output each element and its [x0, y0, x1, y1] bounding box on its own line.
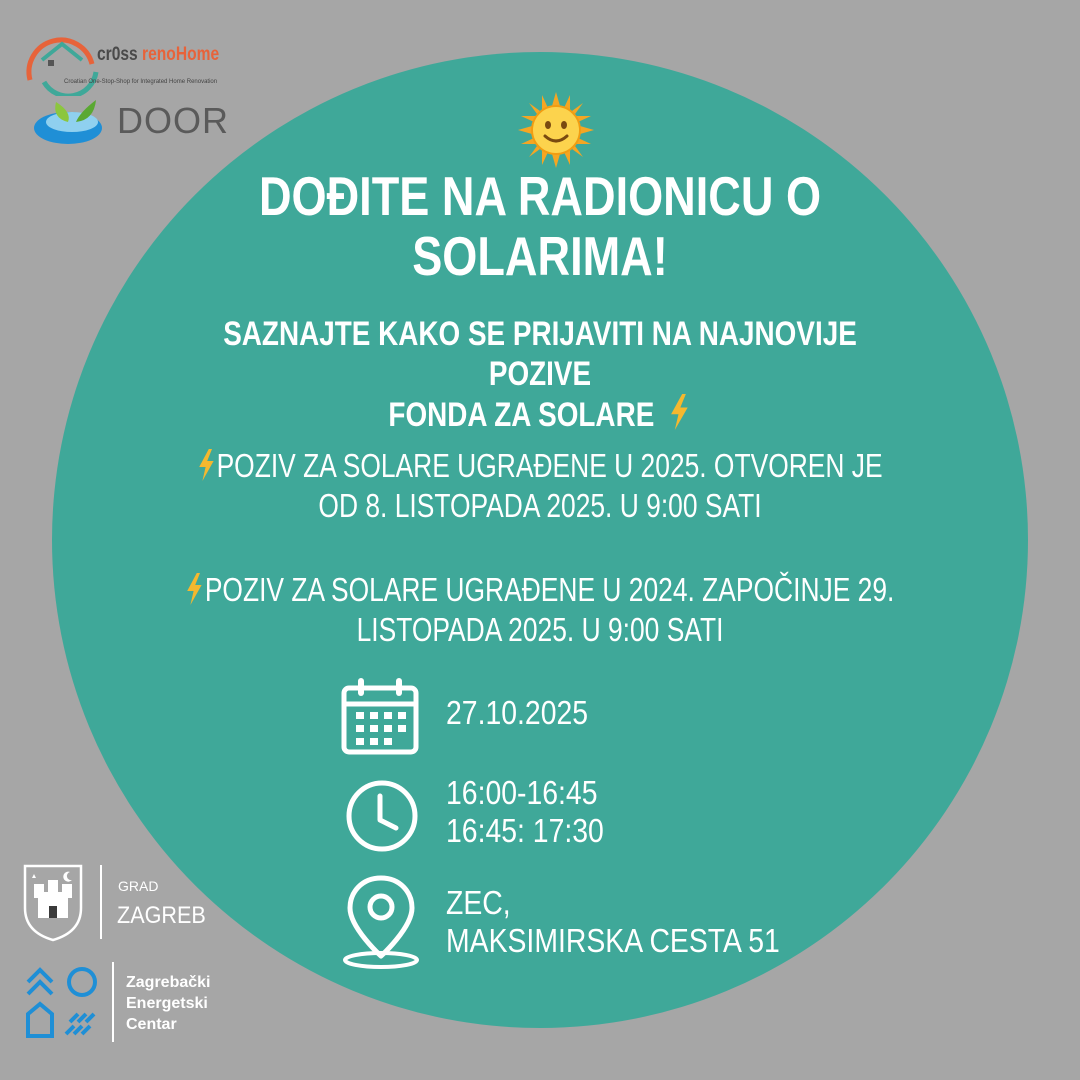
clock-icon	[344, 778, 420, 854]
zec-logo-icon	[22, 964, 102, 1040]
grad-name: ZAGREB	[117, 902, 206, 929]
subtitle-line-2-wrap	[196, 394, 885, 435]
zec-wordmark	[126, 972, 210, 1035]
event-location-2: MAKSIMIRSKA CESTA 51	[446, 922, 780, 959]
grad-zagreb-divider	[100, 865, 102, 939]
call-2025-line-1-wrap	[180, 446, 900, 486]
event-location-1: ZEC,	[446, 884, 511, 921]
lightning-icon	[197, 449, 215, 481]
call-2025-line-1: POZIV ZA SOLARE UGRAĐENE U 2025. OTVOREN JE	[216, 447, 883, 484]
location-pin-icon	[338, 872, 424, 970]
title-line-2: SOLARIMA!	[412, 225, 668, 287]
call-2024-line-2: LISTOPADA 2025. U 9:00 SATI	[356, 611, 724, 648]
event-date: 27.10.2025	[446, 694, 589, 731]
event-times	[446, 774, 604, 850]
cross-reno-tagline: Croatian One-Stop-Shop for Integrated Home Renovation	[64, 79, 218, 85]
title-line-1: DOĐITE NA RADIONICU O	[258, 165, 822, 227]
zec-line-2: Energetski	[126, 995, 208, 1012]
call-2024-line-1-wrap	[180, 570, 900, 610]
subtitle-line-2: FONDA ZA SOLARE	[388, 396, 655, 434]
door-wordmark: DOOR	[117, 100, 229, 141]
grad-label: GRAD	[118, 878, 159, 894]
cross-reno-wordmark: cr0ss renoHome	[97, 44, 220, 65]
poster-title	[237, 166, 844, 286]
lightning-icon	[669, 394, 690, 430]
call-2024-paragraph	[180, 570, 900, 650]
calendar-icon	[340, 676, 420, 756]
sun-emoji-icon	[518, 92, 594, 168]
zagreb-coat-of-arms-icon	[22, 862, 84, 942]
call-2025-line-2: OD 8. LISTOPADA 2025. U 9:00 SATI	[318, 487, 762, 524]
subtitle-line-1: SAZNAJTE KAKO SE PRIJAVITI NA NAJNOVIJE POZIVE	[223, 315, 857, 393]
poster-subtitle	[196, 314, 885, 435]
zec-line-1: Zagrebački	[126, 974, 211, 991]
call-2025-paragraph	[180, 446, 900, 526]
event-time-1: 16:00-16:45	[446, 774, 598, 811]
zec-divider	[112, 962, 114, 1042]
event-location	[446, 884, 780, 960]
call-2024-line-1: POZIV ZA SOLARE UGRAĐENE U 2024. ZAPOČINJE 29.	[204, 571, 895, 608]
event-time-2: 16:45: 17:30	[446, 812, 604, 849]
zec-line-3: Centar	[126, 1016, 177, 1033]
lightning-icon	[186, 573, 204, 605]
